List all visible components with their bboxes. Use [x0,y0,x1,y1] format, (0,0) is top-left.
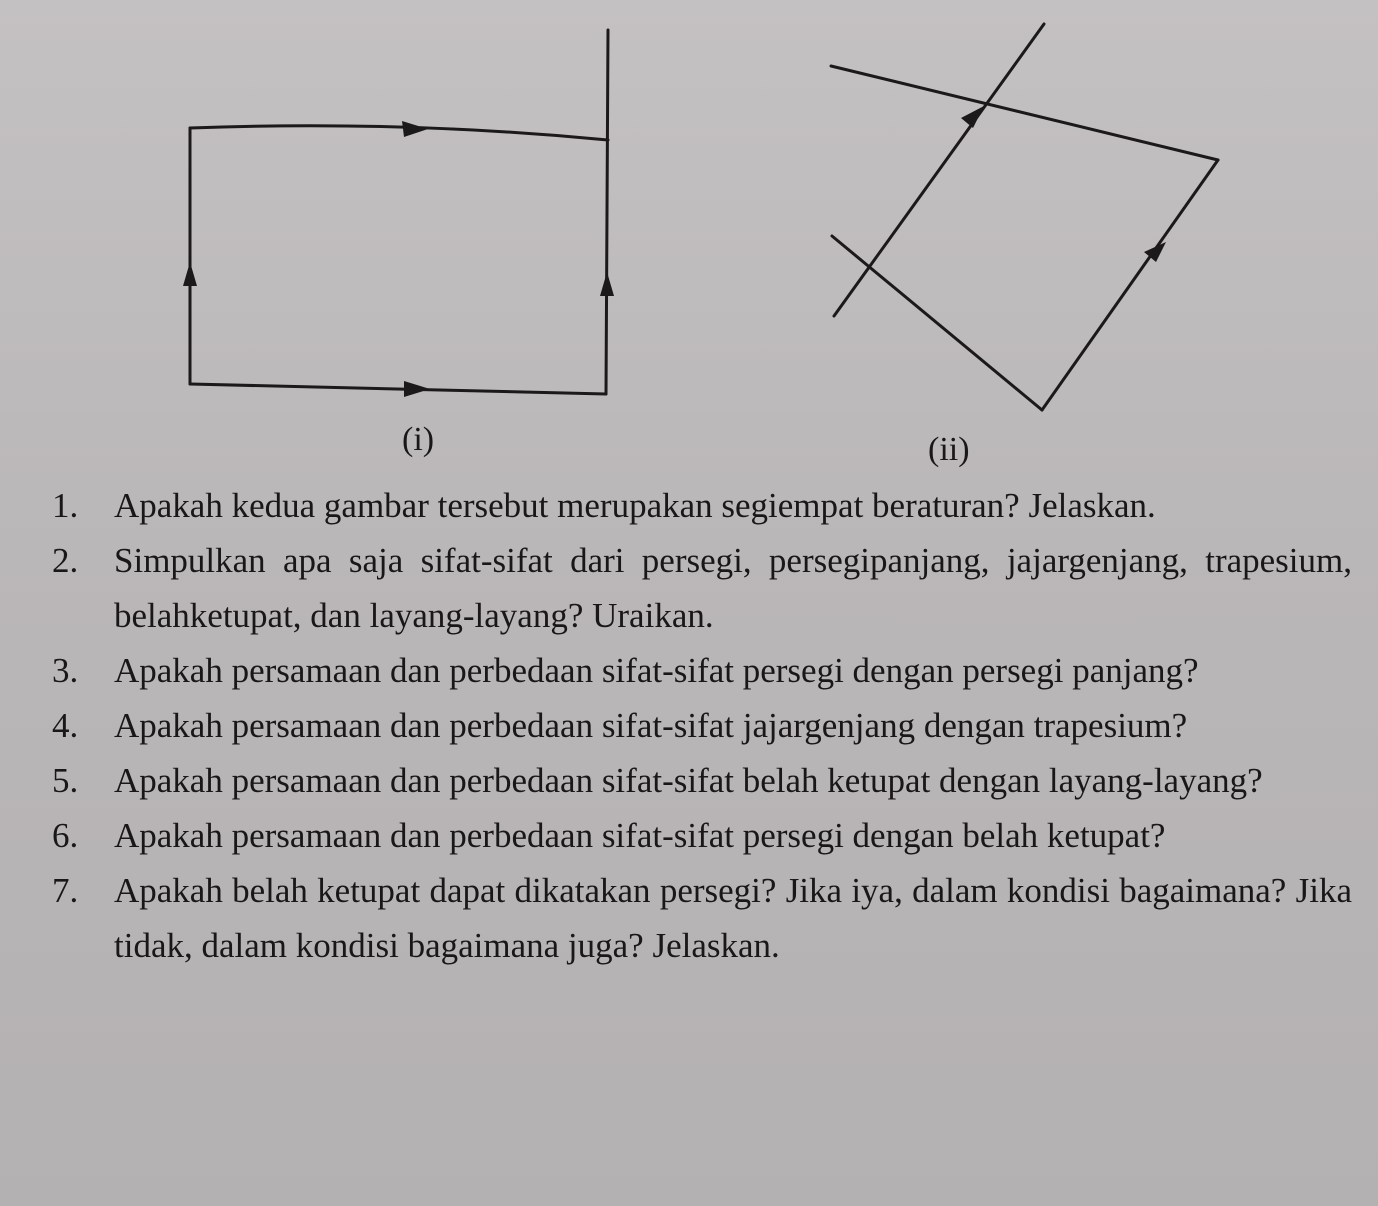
figure-ii-caption: (ii) [928,431,970,468]
question-item-7 [52,863,1352,973]
question-text: Apakah kedua gambar tersebut merupakan segiempat beraturan? Jelaskan. [114,486,1156,525]
question-number: 3. [52,651,79,690]
question-text: Apakah persamaan dan perbedaan sifat-sifat persegi dengan persegi panjang? [114,651,1199,690]
question-number: 1. [52,486,79,525]
question-number: 5. [52,761,79,800]
question-text: Apakah belah ketupat dapat dikatakan persegi? Jika iya, dalam kondisi bagaimana? Jika tidak, dalam kondisi bagaimana juga? Jelaskan. [114,871,1352,965]
question-item-3 [52,643,1352,698]
figure-i-quadrilateral [190,30,608,394]
question-text: Simpulkan apa saja sifat-sifat dari persegi, persegipanjang, jajargenjang, trapesium, belahketupat, dan layang-layang? Uraikan. [114,541,1352,635]
figure-ii-arrows [961,106,1166,262]
question-text: Apakah persamaan dan perbedaan sifat-sifat persegi dengan belah ketupat? [114,816,1166,855]
question-item-5 [52,753,1352,808]
question-item-6 [52,808,1352,863]
arrow-bottom [404,381,430,397]
figure-i-arrows [183,121,614,397]
arrow-top [402,121,428,137]
question-text: Apakah persamaan dan perbedaan sifat-sifat belah ketupat dengan layang-layang? [114,761,1263,800]
arrow-upper-left [961,106,984,128]
question-number: 6. [52,816,79,855]
question-list [52,478,1352,973]
figure-i-caption: (i) [402,421,435,458]
question-number: 4. [52,706,79,745]
question-number: 2. [52,541,79,580]
arrow-right [600,272,614,296]
arrow-left [183,262,197,286]
question-text: Apakah persamaan dan perbedaan sifat-sifat jajargenjang dengan trapesium? [114,706,1188,745]
question-item-1 [52,478,1352,533]
question-item-4 [52,698,1352,753]
question-number: 7. [52,871,79,910]
figures-area [0,0,1378,480]
question-item-2 [52,533,1352,643]
figure-ii-quadrilateral [831,24,1218,410]
